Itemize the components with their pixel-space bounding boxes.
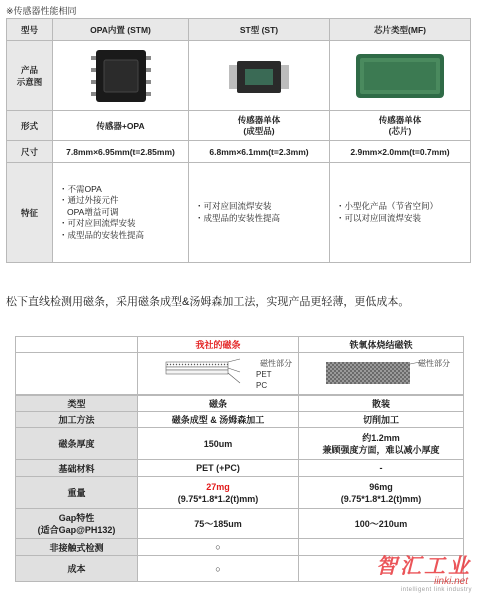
header-st: ST型 (ST) [189,19,330,41]
feature-stm-list [53,163,189,263]
list-item: ・可对应回流焊安装 [59,218,136,229]
list-item: ・小型化产品（节省空间） [336,201,439,211]
list-item: ・成型品的安装性提高 [59,229,145,240]
gap-b: 100～210um [299,509,464,539]
magnet-comparison-table [15,336,464,395]
label-pc: PC [256,381,268,390]
table-row [7,163,471,263]
thickness-b-note: 兼顾强度方面，难以减小厚度 [322,444,440,455]
list-item: ・可以对应回流焊安装 [336,212,422,223]
label-magnetic: 磁性部分 [260,359,292,368]
weight-a-value: 27mg [206,481,230,492]
performance-note: ※传感器性能相同 [6,6,77,16]
process-b: 切削加工 [299,412,464,428]
table-row [16,412,464,428]
stm-sensor-image [88,48,154,104]
row-label-process: 加工方法 [16,412,138,428]
gap-a: 75～185um [138,509,299,539]
type-b: 散装 [299,396,464,412]
table-header-row [16,337,464,353]
row-label-noncontact: 非接触式检测 [16,539,138,556]
list-item: ・不需OPA [59,183,102,194]
header-mf: 芯片类型(MF) [330,19,471,41]
row-label-weight: 重量 [16,477,138,509]
table-row [16,477,464,509]
form-stm: 传感器+OPA [53,111,189,141]
table-row [7,41,471,111]
weight-a [138,477,299,509]
watermark-site: iinki.net [434,576,468,587]
list-item: ・通过外接元件 [59,195,119,206]
list-item: ・成型品的安装性提高 [195,212,281,223]
row-label-cost: 成本 [16,556,138,582]
description-paragraph: 松下直线检测用磁条，采用磁条成型&汤姆森加工法，实现产品更轻薄，更低成本。 [6,296,410,308]
thickness-a: 150um [138,428,299,460]
weight-b-dims: (9.75*1.8*1.2(t)mm) [340,493,422,504]
table-header-row [7,19,471,41]
header-our-magnet: 我社的磁条 [138,337,299,353]
table-row [16,428,464,460]
process-a: 磁条成型 & 汤姆森加工 [138,412,299,428]
watermark-main: 智汇工业 [376,555,472,578]
row-label-type: 类型 [16,396,138,412]
material-b: - [299,460,464,477]
sensor-comparison-table [6,18,471,263]
form-st: 传感器单体 (成型品) [189,111,330,141]
size-stm: 7.8mm×6.95mm(t=2.85mm) [53,141,189,163]
header-stm: OPA内置 (STM) [53,19,189,41]
form-mf: 传感器单体 (芯片) [330,111,471,141]
table-row [7,141,471,163]
thickness-b [299,428,464,460]
weight-a-dims: (9.75*1.8*1.2(t)mm) [177,493,259,504]
mf-image-cell [330,41,471,111]
size-st: 6.8mm×6.1mm(t=2.3mm) [189,141,330,163]
watermark-sub: intelligent link industry [400,587,472,593]
stm-image-cell [53,41,189,111]
row-label-form: 形式 [7,111,53,141]
table-row [7,111,471,141]
weight-b [299,477,464,509]
weight-b-value: 96mg [369,481,393,492]
header-empty [16,337,138,353]
mf-chip-image [352,51,448,101]
row-label-thickness: 磁条厚度 [16,428,138,460]
gap-label: Gap特性 [58,512,95,523]
watermark [368,550,472,593]
row-label-size: 尺寸 [7,141,53,163]
table-row [16,353,464,395]
list-item: ・可对应回流焊安装 [195,201,272,211]
gap-label-note: (适合Gap@PH132) [37,524,116,535]
cost-a: ○ [138,556,299,582]
thickness-b-value: 约1.2mm [362,432,400,443]
diagram-labels [256,358,292,391]
st-sensor-image [227,55,291,97]
st-image-cell [189,41,330,111]
label-ferrite-magnetic: 磁性部分 [418,359,450,368]
diagram-empty [16,353,138,395]
header-model: 型号 [7,19,53,41]
table-row [16,509,464,539]
row-label-gap [16,509,138,539]
feature-mf-list [330,163,471,263]
table-row [16,460,464,477]
label-pet: PET [256,370,272,379]
row-label-image: 产品 示意图 [7,41,53,111]
header-ferrite: 铁氧体烧结磁铁 [299,337,464,353]
table-row [16,396,464,412]
row-label-feature: 特征 [7,163,53,263]
material-a: PET (+PC) [138,460,299,477]
noncontact-a: ○ [138,539,299,556]
feature-st-list [189,163,330,263]
list-item: OPA增益可调 [67,206,119,217]
row-label-material: 基础材料 [16,460,138,477]
size-mf: 2.9mm×2.0mm(t=0.7mm) [330,141,471,163]
type-a: 磁条 [138,396,299,412]
